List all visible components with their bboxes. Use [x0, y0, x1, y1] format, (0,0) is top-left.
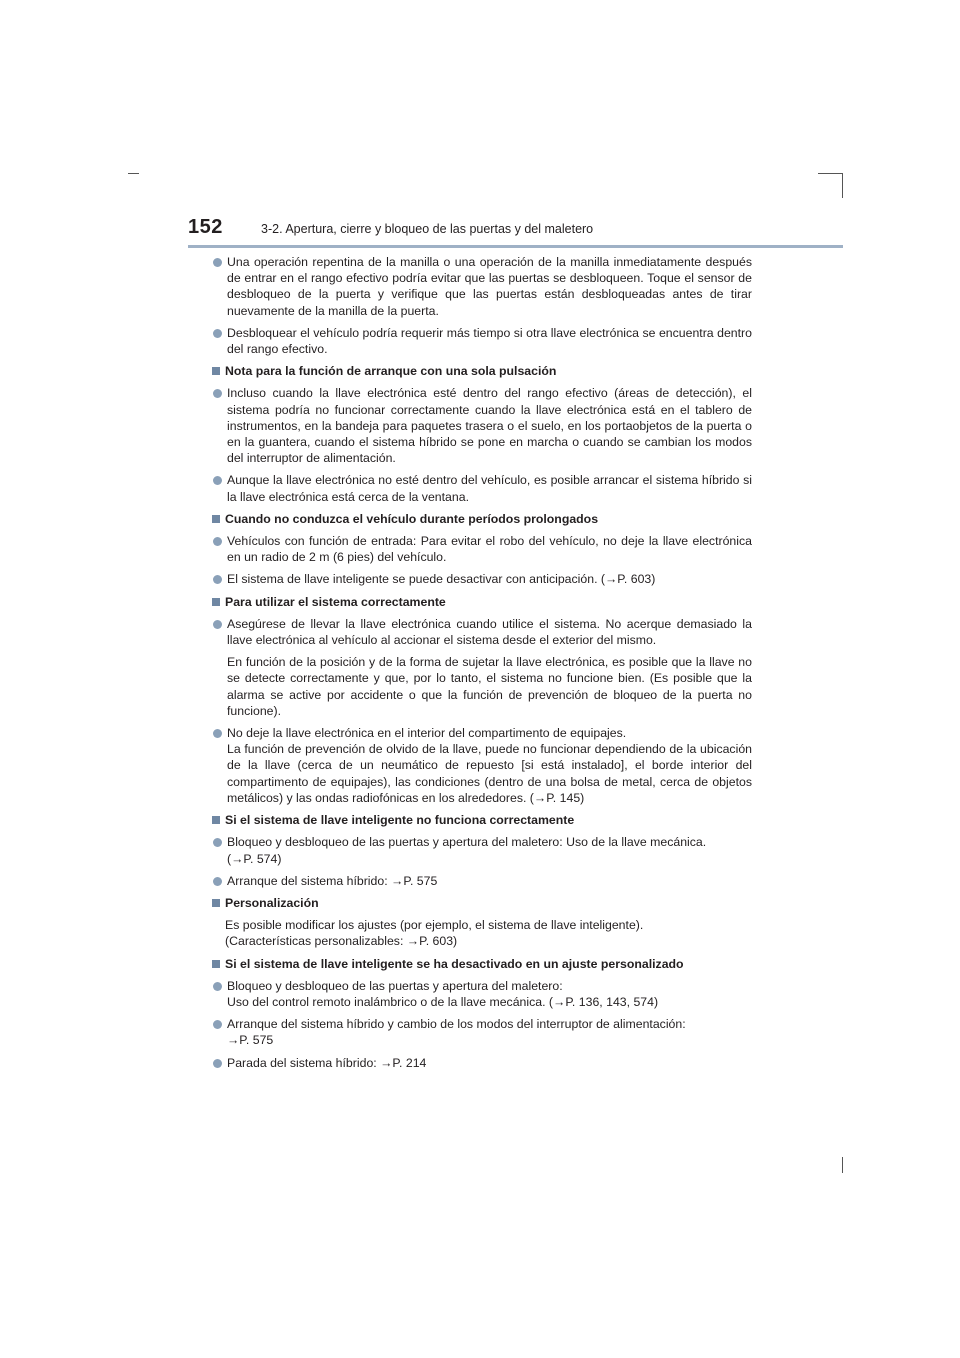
list-item: El sistema de llave inteligente se puede desactivar con anticipación. (→P. 603) [212, 571, 752, 587]
list-item: No deje la llave electrónica en el interior del compartimento de equipajes. La función de prevención de olvido de la llave, puede no funcionar dependiendo de la ubicación de la llave (cerca de un neumático de repuesto [si está instalado], el borde interior del compartimento de equipajes), las condiciones (dentro de una bolsa de metal, cerca de objetos metálicos) y las ondas radiofónicas en los alrededores. (→P. 145) [212, 725, 752, 806]
list-item: Bloqueo y desbloqueo de las puertas y apertura del maletero: Uso de la llave mecánica. (→P. 574) [212, 834, 752, 866]
list-item: Asegúrese de llevar la llave electrónica cuando utilice el sistema. No acerque demasiado la llave electrónica al vehículo al accionar el sistema desde el exterior del mismo. [212, 616, 752, 648]
square-bullet-icon [212, 367, 220, 375]
list-item: Desbloquear el vehículo podría requerir más tiempo si otra llave electrónica se encuentra dentro del rango efectivo. [212, 325, 752, 357]
bullet-icon [213, 1020, 222, 1029]
page-content [212, 254, 752, 1077]
list-item: Vehículos con función de entrada: Para evitar el robo del vehículo, no deje la llave electrónica en un radio de 2 m (6 pies) del vehículo. [212, 533, 752, 565]
list-item: Arranque del sistema híbrido: →P. 575 [212, 873, 752, 889]
list-item: Incluso cuando la llave electrónica esté dentro del rango efectivo (áreas de detección), el sistema podría no funcionar correctamente cuando la llave electrónica está en el tablero de instrumentos, en la bandeja para paquetes trasera o el suelo, en los portaobjetos de la puerta o en la guantera, cuando el sistema híbrido se pone en marcha o cuando se cambian los modos del interruptor de alimentación. [212, 385, 752, 466]
section-heading: Si el sistema de llave inteligente se ha desactivado en un ajuste personalizado [212, 956, 752, 972]
bullet-icon [213, 620, 222, 629]
bullet-icon [213, 258, 222, 267]
page-number: 152 [188, 216, 223, 238]
bullet-icon [213, 575, 222, 584]
bullet-icon [213, 329, 222, 338]
bullet-icon [213, 537, 222, 546]
paragraph: Es posible modificar los ajustes (por ejemplo, el sistema de llave inteligente). (Características personalizables: →P. 603) [225, 918, 644, 949]
section-heading: Personalización [212, 895, 752, 911]
header-rule [188, 245, 843, 248]
section-heading: Para utilizar el sistema correctamente [212, 594, 752, 610]
crop-mark-top-right-v [842, 173, 843, 198]
section-heading: Si el sistema de llave inteligente no funciona correctamente [212, 812, 752, 828]
crop-mark-top-right-h [818, 173, 843, 174]
list-item: Parada del sistema híbrido: →P. 214 [212, 1055, 752, 1071]
bullet-icon [213, 877, 222, 886]
list-item: Aunque la llave electrónica no esté dentro del vehículo, es posible arrancar el sistema híbrido si la llave electrónica está cerca de la ventana. [212, 472, 752, 504]
list-item: Una operación repentina de la manilla o una operación de la manilla inmediatamente después de entrar en el rango efectivo podría evitar que las puertas se desbloqueen. Toque el sensor de desbloqueo de la puerta y verifique que las puertas están desbloqueadas antes de tirar nuevamente de la manilla de la puerta. [212, 254, 752, 319]
list-item: Arranque del sistema híbrido y cambio de los modos del interruptor de alimentación: →P. 575 [212, 1016, 752, 1048]
crop-mark-top-left [128, 173, 139, 174]
square-bullet-icon [212, 816, 220, 824]
bullet-icon [213, 838, 222, 847]
square-bullet-icon [212, 598, 220, 606]
square-bullet-icon [212, 515, 220, 523]
page-header [188, 214, 843, 248]
bullet-icon [213, 1059, 222, 1068]
bullet-icon [213, 476, 222, 485]
square-bullet-icon [212, 899, 220, 907]
section-heading: Cuando no conduzca el vehículo durante períodos prolongados [212, 511, 752, 527]
bullet-icon [213, 982, 222, 991]
crop-mark-bottom-right [842, 1157, 843, 1173]
bullet-icon [213, 729, 222, 738]
chapter-title: 3-2. Apertura, cierre y bloqueo de las puertas y del maletero [261, 222, 594, 236]
list-item-continuation: En función de la posición y de la forma de sujetar la llave electrónica, es posible que la llave no se detecte correctamente y que, por lo tanto, el sistema no funcione bien. (Es posible que la alarma se active por accidente o que la función de prevención de bloqueo de la puerta no funcione). [227, 655, 752, 718]
bullet-icon [213, 389, 222, 398]
list-item: Bloqueo y desbloqueo de las puertas y apertura del maletero: Uso del control remoto inalámbrico o de la llave mecánica. (→P. 136, 143, 574) [212, 978, 752, 1010]
section-heading: Nota para la función de arranque con una sola pulsación [212, 363, 752, 379]
square-bullet-icon [212, 960, 220, 968]
